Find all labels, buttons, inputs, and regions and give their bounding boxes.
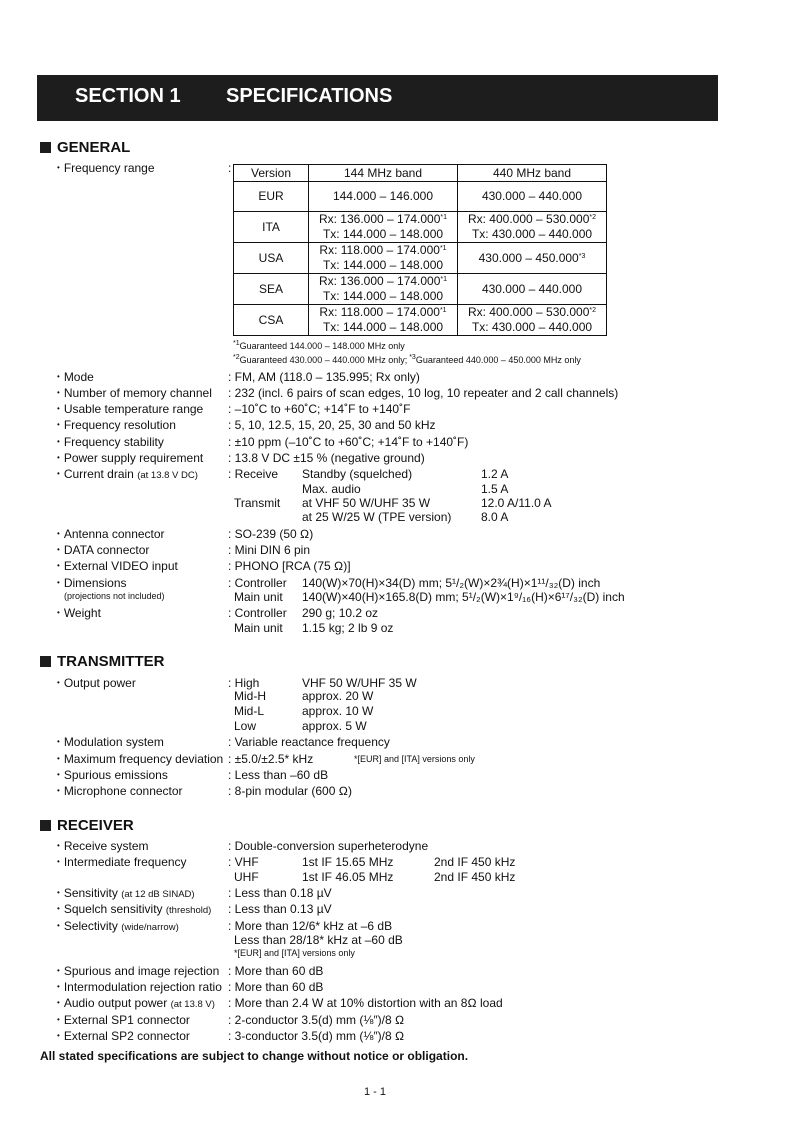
spec-label: • Squelch sensitivity (threshold) <box>57 902 211 918</box>
spec-label: • External SP2 connector <box>57 1029 190 1045</box>
footnote: $^{*2}$Guaranteed 430.000 – 440.000 MHz only; $^{*3}$Guaranteed 440.000 – 450.000 MHz only <box>233 354 581 365</box>
spec-value: : 3-conductor 3.5(d) mm (⅛″)/8 Ω <box>228 1029 405 1043</box>
spec-label: • Spurious emissions <box>57 768 168 784</box>
spec-value: : ±5.0/±2.5* kHz <box>228 752 314 766</box>
table-header: 440 MHz band <box>458 165 607 182</box>
spec-label: • Maximum frequency deviation <box>57 752 223 768</box>
spec-value: : 5, 10, 12.5, 15, 20, 25, 30 and 50 kHz <box>228 418 436 432</box>
spec-value: : More than 12/6* kHz at –6 dB <box>228 919 393 933</box>
spec-value: : FM, AM (118.0 – 135.995; Rx only) <box>228 370 420 384</box>
spec-label: • Frequency stability <box>57 435 164 451</box>
spec-label: • Selectivity (wide/narrow) <box>57 919 179 935</box>
spec-label: • Spurious and image rejection <box>57 964 219 980</box>
receiver-heading: RECEIVER <box>40 817 134 834</box>
spec-label: • Sensitivity (at 12 dB SINAD) <box>57 886 195 902</box>
spec-label: • Antenna connector <box>57 527 165 543</box>
spec-label: • Mode <box>57 370 94 386</box>
spec-value: : 8-pin modular (600 Ω) <box>228 784 352 798</box>
spec-value: : Less than –60 dB <box>228 768 329 782</box>
footnote: $^{*1}$Guaranteed 144.000 – 148.000 MHz only <box>233 340 405 351</box>
spec-label: • Intermediate frequency <box>57 855 187 871</box>
square-bullet-icon <box>40 656 51 667</box>
spec-label: • Frequency resolution <box>57 418 176 434</box>
table-row: USA Rx: 118.000 – 174.000$^{*1}$ Tx: 144.000 – 148.000 430.000 – 450.000$^{*3}$ <box>234 243 607 274</box>
spec-label: • Dimensions <box>57 576 127 592</box>
page-number: 1 - 1 <box>364 1086 387 1098</box>
spec-label: • Output power <box>57 676 136 692</box>
spec-label: • Usable temperature range <box>57 402 203 418</box>
spec-label: • External VIDEO input <box>57 559 178 575</box>
spec-value: : More than 60 dB <box>228 964 324 978</box>
section-number: SECTION 1 <box>75 85 181 107</box>
spec-value: : Mini DIN 6 pin <box>228 543 311 557</box>
spec-value: : PHONO [RCA (75 Ω)] <box>228 559 351 573</box>
section-title: SPECIFICATIONS <box>226 85 393 107</box>
square-bullet-icon <box>40 142 51 153</box>
spec-label: • Current drain (at 13.8 V DC) <box>57 467 198 483</box>
spec-value: : Double-conversion superheterodyne <box>228 839 429 853</box>
spec-value: : More than 60 dB <box>228 980 324 994</box>
spec-label: • Receive system <box>57 839 149 855</box>
spec-value: : ±10 ppm (–10˚C to +60˚C; +14˚F to +140˚F) <box>228 435 469 449</box>
table-header: 144 MHz band <box>309 165 458 182</box>
spec-label: • Weight <box>57 606 101 622</box>
section-header <box>37 75 718 121</box>
spec-label: • Number of memory channel <box>57 386 212 402</box>
transmitter-heading: TRANSMITTER <box>40 653 165 670</box>
spec-label: • DATA connector <box>57 543 149 559</box>
spec-value: : –10˚C to +60˚C; +14˚F to +140˚F <box>228 402 411 416</box>
table-row: SEA Rx: 136.000 – 174.000$^{*1}$ Tx: 144.000 – 148.000 430.000 – 440.000 <box>234 274 607 305</box>
square-bullet-icon <box>40 820 51 831</box>
spec-label: • Power supply requirement <box>57 451 203 467</box>
spec-value: : 232 (incl. 6 pairs of scan edges, 10 log, 10 repeater and 2 call channels) <box>228 386 619 400</box>
frequency-table <box>233 164 607 336</box>
spec-label: • Frequency range <box>57 161 155 177</box>
spec-value: : More than 2.4 W at 10% distortion with an 8Ω load <box>228 996 503 1010</box>
table-row: EUR 144.000 – 146.000 430.000 – 440.000 <box>234 182 607 212</box>
spec-label: • External SP1 connector <box>57 1013 190 1029</box>
disclaimer: All stated specifications are subject to change without notice or obligation. <box>40 1049 469 1063</box>
table-row: ITA Rx: 136.000 – 174.000$^{*1}$ Tx: 144.000 – 148.000 Rx: 400.000 – 530.000$^{*2}$ Tx: 430.000 – 440.000 <box>234 212 607 243</box>
spec-value: : Variable reactance frequency <box>228 735 390 749</box>
spec-value: : Less than 0.18 µV <box>228 886 332 900</box>
spec-value: : 13.8 V DC ±15 % (negative ground) <box>228 451 425 465</box>
general-heading: GENERAL <box>40 139 130 156</box>
spec-value: : SO-239 (50 Ω) <box>228 527 314 541</box>
spec-label: • Audio output power (at 13.8 V) <box>57 996 215 1012</box>
spec-value: : Less than 0.13 µV <box>228 902 332 916</box>
spec-label: • Intermodulation rejection ratio <box>57 980 222 996</box>
table-row: CSA Rx: 118.000 – 174.000$^{*1}$ Tx: 144.000 – 148.000 Rx: 400.000 – 530.000$^{*2}$ Tx: 430.000 – 440.000 <box>234 305 607 336</box>
table-header: Version <box>234 165 309 182</box>
spec-value: Less than 28/18* kHz at –60 dB <box>234 933 403 947</box>
spec-value: : 2-conductor 3.5(d) mm (⅛″)/8 Ω <box>228 1013 405 1027</box>
spec-label: • Modulation system <box>57 735 164 751</box>
spec-label: • Microphone connector <box>57 784 183 800</box>
